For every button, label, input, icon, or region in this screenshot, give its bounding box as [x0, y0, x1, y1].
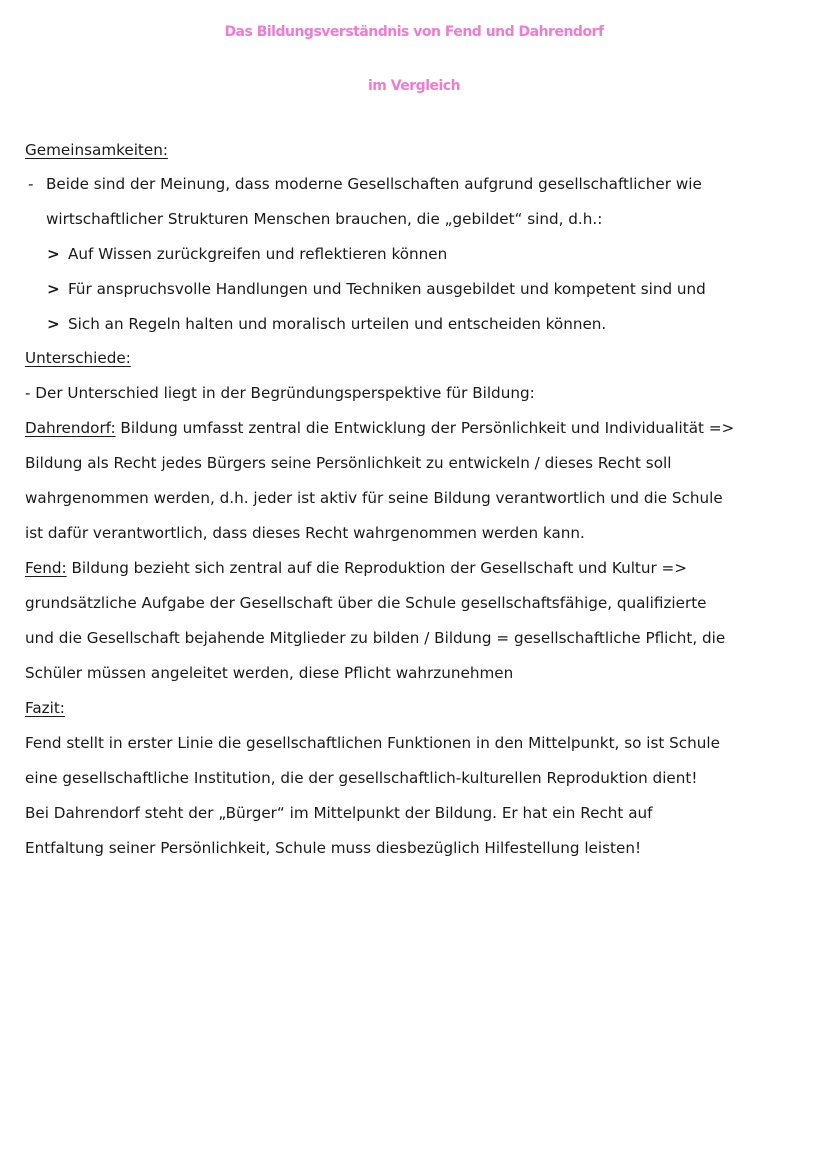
- paragraph-line: wirtschaftlicher Strukturen Menschen brauchen, die „gebildet“ sind, d.h.:: [46, 210, 603, 228]
- chevron-bullet-icon: >: [47, 245, 60, 263]
- paragraph-line: [25, 418, 734, 438]
- paragraph-line: Bildung als Recht jedes Bürgers seine Persönlichkeit zu entwickeln / dieses Recht soll: [25, 454, 672, 472]
- paragraph-line: wahrgenommen werden, d.h. jeder ist aktiv für seine Bildung verantwortlich und die Schule: [25, 489, 723, 507]
- paragraph-line: Fend stellt in erster Linie die gesellschaftlichen Funktionen in den Mittelpunkt, so ist Schule: [25, 734, 720, 752]
- paragraph-line: Schüler müssen angeleitet werden, diese Pflicht wahrzunehmen: [25, 664, 514, 682]
- paragraph-line: eine gesellschaftliche Institution, die der gesellschaftlich-kulturellen Reproduktion dient!: [25, 769, 698, 787]
- label-fend: Fend:: [25, 559, 67, 577]
- section-heading-unterschiede: Unterschiede:: [25, 349, 131, 367]
- paragraph-line: - Der Unterschied liegt in der Begründungsperspektive für Bildung:: [25, 384, 535, 402]
- chevron-bullet-icon: >: [47, 280, 60, 298]
- chevron-bullet-icon: >: [47, 315, 60, 333]
- page-title-line-1: Das Bildungsverständnis von Fend und Dahrendorf: [224, 24, 604, 40]
- paragraph-line: und die Gesellschaft bejahende Mitglieder zu bilden / Bildung = gesellschaftliche Pflicht, die: [25, 629, 726, 647]
- paragraph-line: Entfaltung seiner Persönlichkeit, Schule muss diesbezüglich Hilfestellung leisten!: [25, 839, 642, 857]
- list-item: Auf Wissen zurückgreifen und reflektieren können: [68, 245, 448, 263]
- section-heading-gemeinsamkeiten: Gemeinsamkeiten:: [25, 141, 168, 159]
- paragraph-line: grundsätzliche Aufgabe der Gesellschaft über die Schule gesellschaftsfähige, qualifizierte: [25, 594, 707, 612]
- paragraph-line: Beide sind der Meinung, dass moderne Gesellschaften aufgrund gesellschaftlicher wie: [46, 175, 702, 193]
- label-dahrendorf: Dahrendorf:: [25, 419, 116, 437]
- list-item: Sich an Regeln halten und moralisch urteilen und entscheiden können.: [68, 315, 607, 333]
- paragraph-line: [25, 558, 687, 578]
- paragraph-text: Bildung bezieht sich zentral auf die Reproduktion der Gesellschaft und Kultur =>: [66, 559, 688, 577]
- paragraph-text: Bildung umfasst zentral die Entwicklung der Persönlichkeit und Individualität =>: [115, 419, 735, 437]
- paragraph-line: ist dafür verantwortlich, dass dieses Recht wahrgenommen werden kann.: [25, 524, 585, 542]
- dash-bullet: -: [28, 175, 34, 193]
- page-title-line-2: im Vergleich: [367, 78, 461, 94]
- list-item: Für anspruchsvolle Handlungen und Techniken ausgebildet und kompetent sind und: [68, 280, 706, 298]
- paragraph-line: Bei Dahrendorf steht der „Bürger“ im Mittelpunkt der Bildung. Er hat ein Recht auf: [25, 804, 653, 822]
- section-heading-fazit: Fazit:: [25, 699, 65, 717]
